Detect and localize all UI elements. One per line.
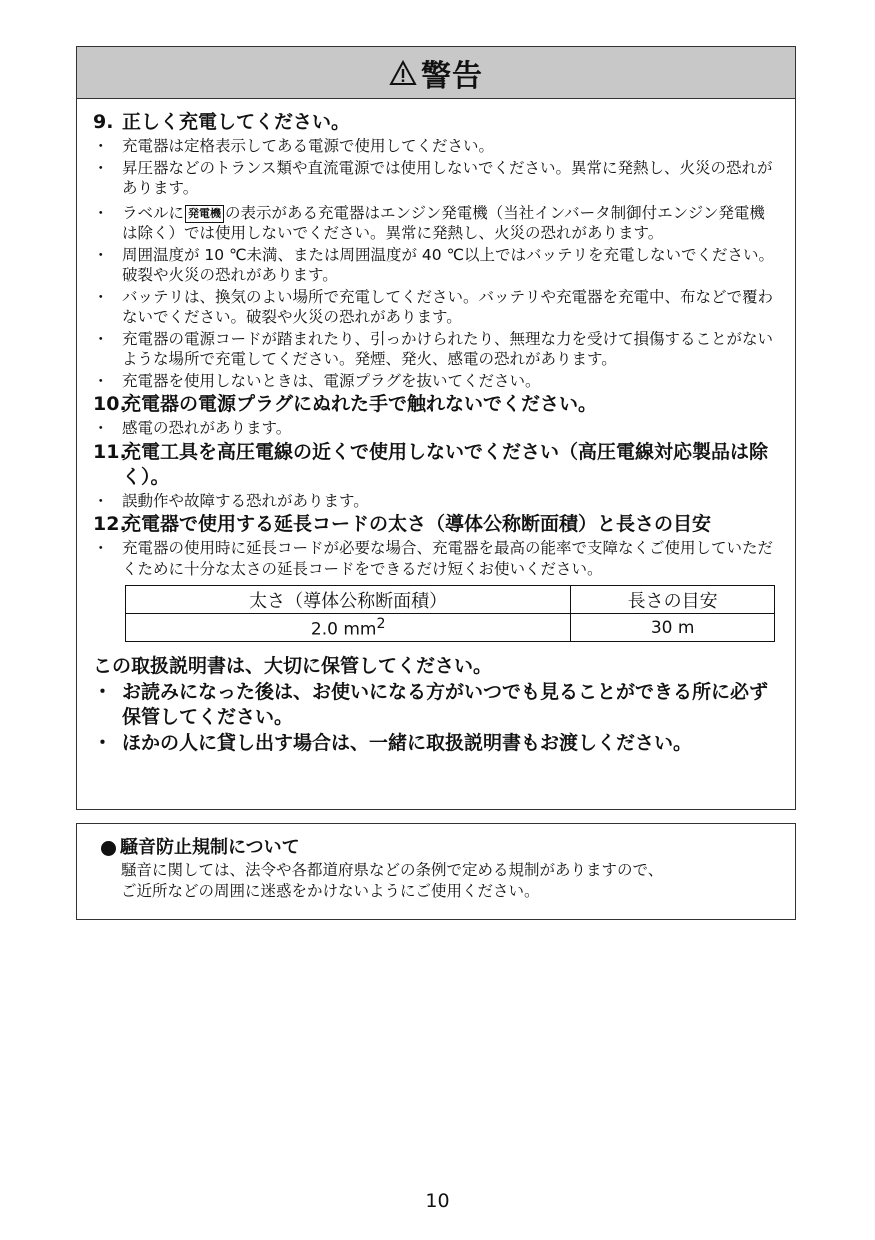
section-title: 充電器で使用する延長コードの太さ（導体公称断面積）と長さの目安 xyxy=(122,513,712,535)
list-item xyxy=(93,329,779,370)
warning-box xyxy=(76,46,796,810)
noise-title xyxy=(101,836,795,860)
section-number: 11. xyxy=(93,440,127,463)
list-item-text: 充電器の電源コードが踏まれたり、引っかけられたり、無理な力を受けて損傷することがないような場所で充電してください。発煙、発火、感電の恐れがあります。 xyxy=(122,329,774,368)
filled-circle-icon xyxy=(101,841,116,856)
list-item xyxy=(93,371,779,392)
bullet-mark: ・ xyxy=(93,681,113,703)
list-item-text: 誤動作や故障する恐れがあります。 xyxy=(122,491,369,510)
bullet-mark: ・ xyxy=(93,329,109,348)
bullet-mark: ・ xyxy=(93,491,109,510)
list-item xyxy=(93,158,779,199)
bullet-mark: ・ xyxy=(93,137,109,155)
noise-line: 騒音に関しては、法令や各都道府県などの条例で定める規制がありますので、 xyxy=(121,861,664,879)
cell-size-value: 2.0 mm xyxy=(310,619,377,640)
page-number: 10 xyxy=(425,1190,450,1212)
list-item xyxy=(93,203,779,244)
table-row xyxy=(126,614,775,642)
section-number: 10. xyxy=(93,393,127,415)
bullet-mark: ・ xyxy=(93,539,109,557)
bullet-mark: ・ xyxy=(93,287,109,306)
table-header-size: 太さ（導体公称断面積） xyxy=(126,586,571,614)
noise-line: ご近所などの周囲に迷惑をかけないようにご使用ください。 xyxy=(121,882,540,900)
bullet-mark: ・ xyxy=(93,245,109,264)
section-heading xyxy=(93,512,779,537)
care-item-text: ほかの人に貸し出す場合は、一緒に取扱説明書もお渡しください。 xyxy=(122,732,693,754)
list-item-text: 充電器を使用しないときは、電源プラグを抜いてください。 xyxy=(122,371,541,390)
generator-label-badge: 発電機 xyxy=(185,205,224,223)
list-item xyxy=(93,136,779,157)
manual-care-title: この取扱説明書は、大切に保管してください。 xyxy=(93,655,493,677)
section-title: 充電工具を高圧電線の近くで使用しないでください（高圧電線対応製品は除く）。 xyxy=(122,440,769,488)
cell-length: 30 m xyxy=(571,614,775,642)
label-prefix-text: ラベルに xyxy=(122,203,185,222)
list-item-text: 充電器は定格表示してある電源で使用してください。 xyxy=(122,137,495,155)
bullet-mark: ・ xyxy=(93,203,109,222)
list-item-text: 感電の恐れがあります。 xyxy=(122,419,292,437)
section-heading xyxy=(93,392,779,417)
section-title: 正しく充電してください。 xyxy=(122,111,351,133)
list-item xyxy=(93,418,779,439)
list-item-text xyxy=(122,203,779,244)
bullet-mark: ・ xyxy=(93,371,109,390)
warning-triangle-icon xyxy=(389,60,417,86)
section-title: 充電器の電源プラグにぬれた手で触れないでください。 xyxy=(122,393,598,415)
list-item xyxy=(93,287,779,328)
cell-size xyxy=(126,614,571,642)
bullet-mark: ・ xyxy=(93,158,109,177)
section-heading xyxy=(93,110,779,135)
noise-title-text: 騒音防止規制について xyxy=(120,837,300,858)
list-item xyxy=(93,245,779,286)
list-item-text: バッテリは、換気のよい場所で充電してください。バッテリや充電器を充電中、布などで覆わないでください。破裂や火災の恐れがあります。 xyxy=(122,287,774,326)
section-heading xyxy=(93,440,779,490)
bullet-mark: ・ xyxy=(93,419,109,437)
noise-regulation-box xyxy=(76,823,796,920)
care-item-text: お読みになった後は、お使いになる方がいつでも見ることができる所に必ず保管してください。 xyxy=(122,681,769,728)
warning-header xyxy=(77,47,795,99)
bullet-mark: ・ xyxy=(93,732,113,754)
warning-body xyxy=(77,99,795,756)
care-list-item xyxy=(93,731,779,756)
section-number: 12. xyxy=(93,513,127,535)
cell-size-superscript: 2 xyxy=(376,615,386,632)
care-list-item xyxy=(93,680,779,730)
extension-cord-table xyxy=(125,585,775,642)
table-header-row xyxy=(126,586,775,614)
table-header-length: 長さの目安 xyxy=(571,586,775,614)
list-item-text: 周囲温度が 10 ℃未満、または周囲温度が 40 ℃以上ではバッテリを充電しないでください。破裂や火災の恐れがあります。 xyxy=(122,245,774,284)
list-item xyxy=(93,491,779,512)
label-suffix-text: の表示がある充電器はエンジン発電機（当社インバータ制御付エンジン発電機は除く）では使用しないでください。異常に発熱し、火災の恐れがあります。 xyxy=(122,203,765,242)
section-number: 9. xyxy=(93,111,114,133)
list-item-text: 充電器の使用時に延長コードが必要な場合、充電器を最高の能率で支障なくご使用していただくために十分な太さの延長コードをできるだけ短くお使いください。 xyxy=(122,539,774,578)
list-item-text: 昇圧器などのトランス類や直流電源では使用しないでください。異常に発熱し、火災の恐れがあります。 xyxy=(122,158,773,197)
list-item xyxy=(93,538,779,579)
warning-title: 警告 xyxy=(421,58,483,94)
